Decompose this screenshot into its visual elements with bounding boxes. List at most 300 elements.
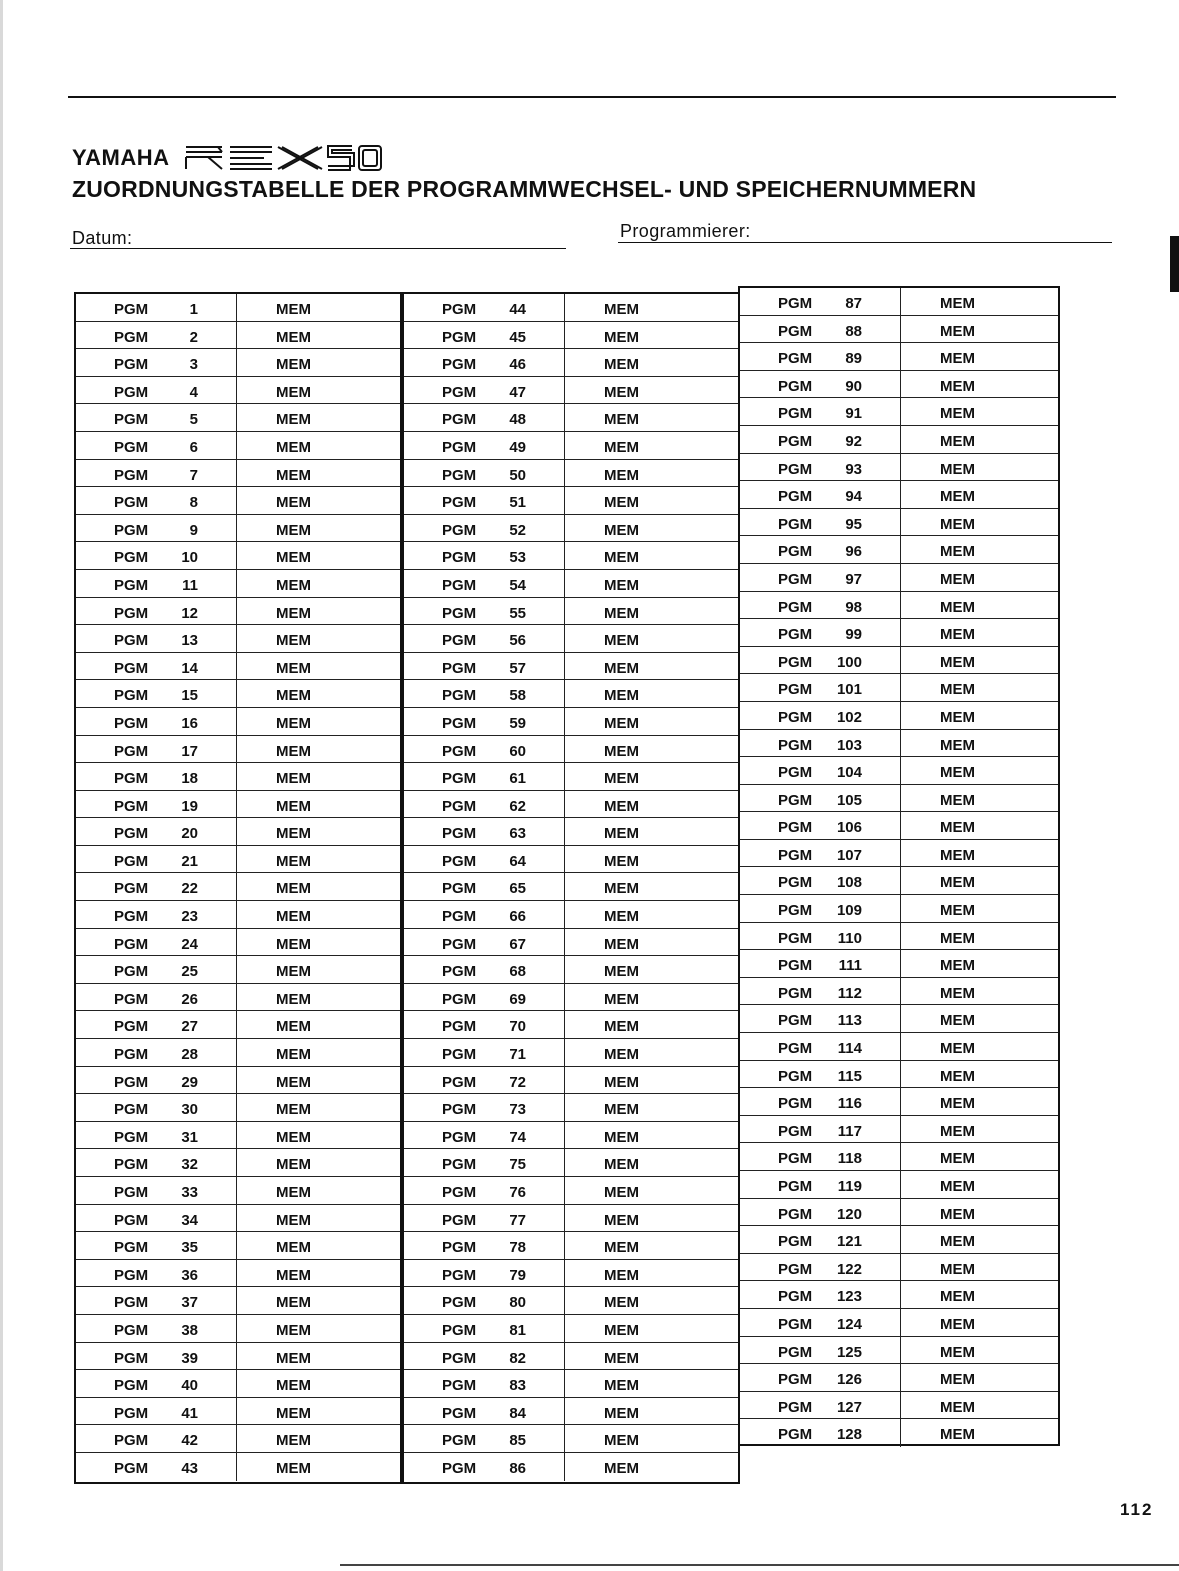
cell-divider [900, 371, 901, 398]
mem-entry-field[interactable]: MEM [276, 1377, 311, 1395]
program-number: 17 [181, 742, 198, 760]
mem-entry-field[interactable]: MEM [940, 846, 975, 864]
program-number: 77 [509, 1211, 526, 1229]
table-row [740, 371, 1058, 399]
program-number: 74 [509, 1128, 526, 1146]
mem-entry-field[interactable]: MEM [604, 1073, 639, 1091]
program-number: 55 [509, 604, 526, 622]
program-number: 79 [509, 1266, 526, 1284]
table-row [404, 791, 738, 819]
cell-divider [900, 867, 901, 894]
cell-divider [564, 322, 565, 349]
pgm-label: PGM [778, 708, 813, 726]
mem-entry-field[interactable]: MEM [276, 742, 311, 760]
cell-divider [564, 598, 565, 625]
pgm-label: PGM [114, 659, 149, 677]
table-row [740, 1392, 1058, 1420]
mem-entry-field[interactable]: MEM [276, 1211, 311, 1229]
table-row [740, 1254, 1058, 1282]
pgm-label: PGM [114, 1321, 149, 1339]
mem-entry-field[interactable]: MEM [940, 1095, 975, 1113]
mem-entry-field[interactable]: MEM [604, 521, 639, 539]
pgm-label: PGM [778, 1122, 813, 1140]
mem-entry-field[interactable]: MEM [276, 1156, 311, 1174]
pgm-label: PGM [778, 1371, 813, 1389]
table-row [740, 1199, 1058, 1227]
bottom-rule [340, 1564, 1179, 1566]
mem-entry-field[interactable]: MEM [604, 411, 639, 429]
cell-divider [236, 653, 237, 680]
mem-entry-field[interactable]: MEM [276, 1073, 311, 1091]
mem-entry-field[interactable]: MEM [276, 1184, 311, 1201]
cell-divider [236, 1039, 237, 1066]
mem-entry-field[interactable]: MEM [604, 852, 639, 870]
mem-entry-field[interactable]: MEM [940, 322, 975, 340]
cell-divider [564, 653, 565, 680]
mem-entry-field[interactable]: MEM [604, 1101, 639, 1119]
mem-entry-field[interactable]: MEM [604, 770, 639, 788]
pgm-label: PGM [114, 494, 149, 512]
mem-entry-field[interactable]: MEM [604, 1156, 639, 1174]
cell-divider [236, 460, 237, 487]
pgm-label: PGM [442, 1432, 477, 1450]
cell-divider [236, 818, 237, 845]
mem-entry-field[interactable]: MEM [940, 1178, 975, 1195]
mem-entry-field[interactable]: MEM [604, 301, 639, 318]
mem-entry-field[interactable]: MEM [604, 1184, 639, 1201]
mem-entry-field[interactable]: MEM [276, 438, 311, 456]
pgm-label: PGM [114, 1211, 149, 1229]
mem-entry-field[interactable]: MEM [940, 1398, 975, 1416]
mem-entry-field[interactable]: MEM [604, 1321, 639, 1339]
program-number: 128 [836, 1426, 862, 1444]
mem-entry-field[interactable]: MEM [604, 604, 639, 622]
mem-entry-field[interactable]: MEM [276, 549, 311, 567]
mem-entry-field[interactable]: MEM [276, 466, 311, 484]
mem-entry-field[interactable]: MEM [604, 383, 639, 401]
table-row [76, 1398, 400, 1426]
mem-entry-field[interactable]: MEM [604, 328, 639, 346]
table-row [740, 702, 1058, 730]
mem-entry-field[interactable]: MEM [604, 1239, 639, 1257]
mem-entry-field[interactable]: MEM [276, 1101, 311, 1119]
table-row [76, 1177, 400, 1205]
pgm-label: PGM [778, 1150, 813, 1168]
program-number: 103 [836, 736, 862, 754]
mem-entry-field[interactable]: MEM [940, 1067, 975, 1085]
table-row [76, 460, 400, 488]
program-number: 127 [836, 1398, 862, 1416]
mem-entry-field[interactable]: MEM [276, 1266, 311, 1284]
mem-entry-field[interactable]: MEM [940, 1371, 975, 1389]
pgm-label: PGM [442, 1266, 477, 1284]
mem-entry-field[interactable]: MEM [940, 681, 975, 699]
table-row [404, 1425, 738, 1453]
mem-entry-field[interactable]: MEM [604, 1459, 639, 1477]
table-row [76, 598, 400, 626]
mem-entry-field[interactable]: MEM [940, 1343, 975, 1361]
cell-divider [564, 432, 565, 459]
pgm-label: PGM [778, 1398, 813, 1416]
mem-entry-field[interactable]: MEM [276, 1349, 311, 1367]
pgm-label: PGM [114, 825, 149, 843]
table-row [740, 481, 1058, 509]
cell-divider [564, 956, 565, 983]
table-row [76, 1122, 400, 1150]
mem-entry-field[interactable]: MEM [940, 874, 975, 892]
program-number: 84 [509, 1404, 526, 1422]
pgm-label: PGM [442, 438, 477, 456]
table-row [404, 680, 738, 708]
cell-divider [564, 515, 565, 542]
table-row [404, 322, 738, 350]
cell-divider [900, 757, 901, 784]
pgm-label: PGM [442, 1073, 477, 1091]
mem-entry-field[interactable]: MEM [276, 411, 311, 429]
mem-entry-field[interactable]: MEM [940, 1040, 975, 1058]
table-row [76, 984, 400, 1012]
mem-entry-field[interactable]: MEM [604, 659, 639, 677]
mem-entry-field[interactable]: MEM [604, 494, 639, 512]
mem-entry-field[interactable]: MEM [604, 438, 639, 456]
cell-divider [564, 1315, 565, 1342]
mem-entry-field[interactable]: MEM [604, 990, 639, 1008]
pgm-label: PGM [114, 714, 149, 732]
program-number: 85 [509, 1432, 526, 1450]
mem-entry-field[interactable]: MEM [276, 1404, 311, 1422]
mem-entry-field[interactable]: MEM [940, 1315, 975, 1333]
cell-divider [236, 1232, 237, 1259]
mem-entry-field[interactable]: MEM [604, 935, 639, 953]
mem-entry-field[interactable]: MEM [940, 1205, 975, 1223]
pgm-label: PGM [778, 295, 813, 312]
table-row [740, 426, 1058, 454]
pgm-label: PGM [114, 1404, 149, 1422]
table-row [76, 901, 400, 929]
table-row [740, 288, 1058, 316]
mem-entry-field[interactable]: MEM [276, 659, 311, 677]
pgm-label: PGM [114, 687, 149, 705]
mem-entry-field[interactable]: MEM [604, 466, 639, 484]
mem-entry-field[interactable]: MEM [940, 1233, 975, 1251]
mem-entry-field[interactable]: MEM [940, 1426, 975, 1444]
cell-divider [900, 674, 901, 701]
cell-divider [236, 1067, 237, 1094]
mem-entry-field[interactable]: MEM [604, 1266, 639, 1284]
date-field-line[interactable] [70, 248, 566, 249]
mem-entry-field[interactable]: MEM [276, 935, 311, 953]
pgm-label: PGM [442, 1239, 477, 1257]
programmer-field-line[interactable] [618, 242, 1112, 243]
mem-entry-field[interactable]: MEM [276, 1018, 311, 1036]
mem-entry-field[interactable]: MEM [276, 1046, 311, 1064]
pgm-label: PGM [442, 1101, 477, 1119]
mem-entry-field[interactable]: MEM [940, 515, 975, 533]
pgm-label: PGM [442, 990, 477, 1008]
cell-divider [564, 846, 565, 873]
table-row [404, 901, 738, 929]
pgm-label: PGM [442, 328, 477, 346]
pgm-label: PGM [442, 466, 477, 484]
mem-entry-field[interactable]: MEM [940, 929, 975, 947]
mem-entry-field[interactable]: MEM [604, 1404, 639, 1422]
mem-entry-field[interactable]: MEM [940, 377, 975, 395]
mem-entry-field[interactable]: MEM [276, 825, 311, 843]
pgm-label: PGM [442, 714, 477, 732]
pgm-label: PGM [442, 659, 477, 677]
mem-entry-field[interactable]: MEM [276, 852, 311, 870]
mem-entry-field[interactable]: MEM [276, 990, 311, 1008]
table-row [404, 542, 738, 570]
cell-divider [236, 1011, 237, 1038]
table-row [76, 818, 400, 846]
mem-entry-field[interactable]: MEM [940, 1288, 975, 1306]
mem-entry-field[interactable]: MEM [940, 543, 975, 561]
mem-entry-field[interactable]: MEM [276, 1294, 311, 1312]
cell-divider [564, 1453, 565, 1481]
pgm-label: PGM [442, 411, 477, 429]
mem-entry-field[interactable]: MEM [276, 770, 311, 788]
cell-divider [564, 1122, 565, 1149]
cell-divider [236, 1315, 237, 1342]
mem-entry-field[interactable]: MEM [604, 356, 639, 374]
mem-entry-field[interactable]: MEM [276, 880, 311, 898]
pgm-label: PGM [778, 1233, 813, 1251]
pgm-label: PGM [114, 963, 149, 981]
pgm-label: PGM [778, 350, 813, 368]
program-number: 47 [509, 383, 526, 401]
pgm-label: PGM [778, 736, 813, 754]
mem-entry-field[interactable]: MEM [604, 1349, 639, 1367]
cell-divider [564, 570, 565, 597]
mem-entry-field[interactable]: MEM [604, 908, 639, 926]
program-number: 116 [837, 1095, 862, 1113]
mem-entry-field[interactable]: MEM [604, 1018, 639, 1036]
cell-divider [900, 1088, 901, 1115]
pgm-label: PGM [778, 984, 813, 1002]
mem-entry-field[interactable]: MEM [604, 687, 639, 705]
cell-divider [236, 598, 237, 625]
program-number: 20 [181, 825, 198, 843]
cell-divider [564, 984, 565, 1011]
cell-divider [900, 647, 901, 674]
mem-entry-field[interactable]: MEM [604, 1128, 639, 1146]
table-row [740, 647, 1058, 675]
mem-entry-field[interactable]: MEM [940, 764, 975, 782]
rex50-logo [184, 142, 384, 174]
table-row [76, 349, 400, 377]
program-number: 29 [181, 1073, 198, 1091]
mem-entry-field[interactable]: MEM [276, 328, 311, 346]
pgm-label: PGM [442, 852, 477, 870]
mem-entry-field[interactable]: MEM [604, 825, 639, 843]
mem-entry-field[interactable]: MEM [276, 714, 311, 732]
mem-entry-field[interactable]: MEM [276, 604, 311, 622]
table-row [76, 432, 400, 460]
program-number: 94 [845, 488, 862, 506]
cell-divider [900, 398, 901, 425]
mem-entry-field[interactable]: MEM [276, 383, 311, 401]
pgm-label: PGM [114, 742, 149, 760]
mem-entry-field[interactable]: MEM [604, 1432, 639, 1450]
mem-entry-field[interactable]: MEM [940, 1150, 975, 1168]
program-number: 117 [837, 1122, 862, 1140]
cell-divider [900, 426, 901, 453]
mem-entry-field[interactable]: MEM [604, 714, 639, 732]
pgm-label: PGM [778, 1288, 813, 1306]
table-row [76, 625, 400, 653]
mem-entry-field[interactable]: MEM [604, 632, 639, 650]
cell-divider [900, 564, 901, 591]
mem-entry-field[interactable]: MEM [604, 1211, 639, 1229]
program-number: 98 [845, 598, 862, 616]
mem-entry-field[interactable]: MEM [276, 1239, 311, 1257]
mem-entry-field[interactable]: MEM [940, 736, 975, 754]
cell-divider [236, 377, 237, 404]
table-row [740, 1088, 1058, 1116]
pgm-label: PGM [114, 549, 149, 567]
cell-divider [236, 432, 237, 459]
table-row [404, 1067, 738, 1095]
cell-divider [564, 625, 565, 652]
mem-entry-field[interactable]: MEM [604, 880, 639, 898]
mem-entry-field[interactable]: MEM [940, 791, 975, 809]
table-row [404, 818, 738, 846]
pgm-label: PGM [442, 521, 477, 539]
mem-entry-field[interactable]: MEM [276, 301, 311, 318]
table-row [740, 1364, 1058, 1392]
cell-divider [236, 1370, 237, 1397]
pgm-label: PGM [114, 1266, 149, 1284]
table-row [76, 1205, 400, 1233]
cell-divider [236, 680, 237, 707]
cell-divider [236, 1094, 237, 1121]
table-row [76, 1260, 400, 1288]
mem-entry-field[interactable]: MEM [940, 1260, 975, 1278]
mem-entry-field[interactable]: MEM [276, 494, 311, 512]
program-number: 13 [181, 632, 198, 650]
mem-entry-field[interactable]: MEM [604, 1294, 639, 1312]
table-row [76, 294, 400, 322]
mem-entry-field[interactable]: MEM [604, 1046, 639, 1064]
mem-entry-field[interactable]: MEM [940, 570, 975, 588]
program-number: 37 [181, 1294, 198, 1312]
cell-divider [564, 1011, 565, 1038]
program-number: 6 [189, 438, 198, 456]
table-row [76, 515, 400, 543]
mem-entry-field[interactable]: MEM [940, 819, 975, 837]
mem-entry-field[interactable]: MEM [940, 460, 975, 478]
program-number: 86 [509, 1459, 526, 1477]
cell-divider [236, 625, 237, 652]
mem-entry-field[interactable]: MEM [276, 687, 311, 705]
mem-entry-field[interactable]: MEM [940, 708, 975, 726]
mem-entry-field[interactable]: MEM [940, 295, 975, 312]
mem-entry-field[interactable]: MEM [940, 350, 975, 368]
table-row [76, 736, 400, 764]
pgm-label: PGM [114, 466, 149, 484]
program-number: 48 [509, 411, 526, 429]
mem-entry-field[interactable]: MEM [940, 626, 975, 644]
cell-divider [900, 1392, 901, 1419]
mem-entry-field[interactable]: MEM [940, 488, 975, 506]
table-row [76, 1232, 400, 1260]
mem-entry-field[interactable]: MEM [604, 576, 639, 594]
pgm-label: PGM [442, 770, 477, 788]
mem-entry-field[interactable]: MEM [604, 797, 639, 815]
table-row [76, 873, 400, 901]
table-row [740, 1337, 1058, 1365]
program-number: 66 [509, 908, 526, 926]
program-number: 99 [845, 626, 862, 644]
mem-entry-field[interactable]: MEM [940, 957, 975, 975]
mem-entry-field[interactable]: MEM [276, 1432, 311, 1450]
mem-entry-field[interactable]: MEM [604, 1377, 639, 1395]
table-column-2 [402, 292, 740, 1484]
pgm-label: PGM [442, 1046, 477, 1064]
table-row [404, 349, 738, 377]
mem-entry-field[interactable]: MEM [604, 742, 639, 760]
pgm-label: PGM [778, 1260, 813, 1278]
pgm-label: PGM [442, 825, 477, 843]
mem-entry-field[interactable]: MEM [276, 521, 311, 539]
mem-entry-field[interactable]: MEM [940, 653, 975, 671]
mem-entry-field[interactable]: MEM [276, 1459, 311, 1477]
mem-entry-field[interactable]: MEM [940, 902, 975, 920]
mem-entry-field[interactable]: MEM [940, 1122, 975, 1140]
pgm-label: PGM [778, 1178, 813, 1195]
table-row [404, 1177, 738, 1205]
table-row [740, 343, 1058, 371]
table-row [76, 1287, 400, 1315]
table-row [404, 1287, 738, 1315]
mem-entry-field[interactable]: MEM [940, 984, 975, 1002]
table-row [404, 570, 738, 598]
program-number: 71 [509, 1046, 526, 1064]
pgm-label: PGM [778, 322, 813, 340]
table-row [404, 460, 738, 488]
mem-entry-field[interactable]: MEM [604, 549, 639, 567]
program-number: 96 [845, 543, 862, 561]
mem-entry-field[interactable]: MEM [940, 1012, 975, 1030]
table-row [740, 923, 1058, 951]
mem-entry-field[interactable]: MEM [276, 908, 311, 926]
program-number: 40 [181, 1377, 198, 1395]
mem-entry-field[interactable]: MEM [276, 632, 311, 650]
mem-entry-field[interactable]: MEM [276, 1128, 311, 1146]
pgm-label: PGM [114, 301, 149, 318]
mem-entry-field[interactable]: MEM [276, 576, 311, 594]
cell-divider [900, 454, 901, 481]
table-row [740, 1033, 1058, 1061]
top-rule [68, 96, 1116, 98]
cell-divider [564, 377, 565, 404]
mem-entry-field[interactable]: MEM [940, 405, 975, 423]
table-row [740, 785, 1058, 813]
cell-divider [236, 956, 237, 983]
table-row [76, 1425, 400, 1453]
mem-entry-field[interactable]: MEM [276, 963, 311, 981]
mem-entry-field[interactable]: MEM [276, 1321, 311, 1339]
mem-entry-field[interactable]: MEM [276, 797, 311, 815]
mem-entry-field[interactable]: MEM [940, 432, 975, 450]
mem-entry-field[interactable]: MEM [276, 356, 311, 374]
pgm-label: PGM [114, 1128, 149, 1146]
mem-entry-field[interactable]: MEM [604, 963, 639, 981]
table-row [404, 1343, 738, 1371]
program-number: 109 [836, 902, 862, 920]
mem-entry-field[interactable]: MEM [940, 598, 975, 616]
